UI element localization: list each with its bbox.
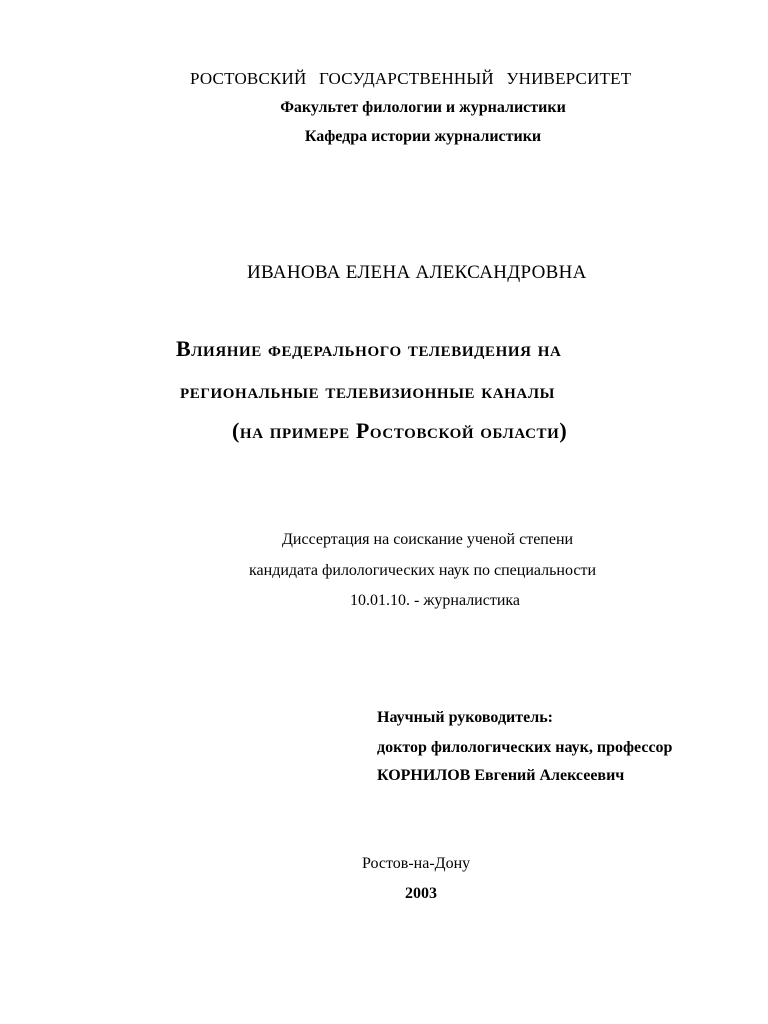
dissertation-title-line-1: Влияние федерального телевидения на	[176, 336, 562, 361]
supervisor-degree: доктор филологических наук, профессор	[377, 739, 673, 756]
faculty-name: Факультет филологии и журналистики	[280, 99, 566, 116]
city: Ростов-на-Дону	[362, 855, 471, 872]
dissertation-title-line-3: (на примере Ростовской области)	[232, 418, 568, 443]
degree-statement-line-1: Диссертация на соискание ученой степени	[282, 531, 574, 548]
supervisor-name: КОРНИЛОВ Евгений Алексеевич	[377, 767, 625, 784]
author-name: ИВАНОВА ЕЛЕНА АЛЕКСАНДРОВНА	[247, 262, 587, 283]
university-name: РОСТОВСКИЙ ГОСУДАРСТВЕННЫЙ УНИВЕРСИТЕТ	[190, 69, 632, 88]
dissertation-title-line-2: региональные телевизионные каналы	[180, 378, 555, 403]
supervisor-label: Научный руководитель:	[377, 709, 553, 726]
specialty-code: 10.01.10. - журналистика	[350, 592, 521, 609]
year: 2003	[405, 885, 437, 902]
department-name: Кафедра истории журналистики	[304, 128, 542, 145]
degree-statement-line-2: кандидата филологических наук по специальности	[249, 562, 597, 579]
